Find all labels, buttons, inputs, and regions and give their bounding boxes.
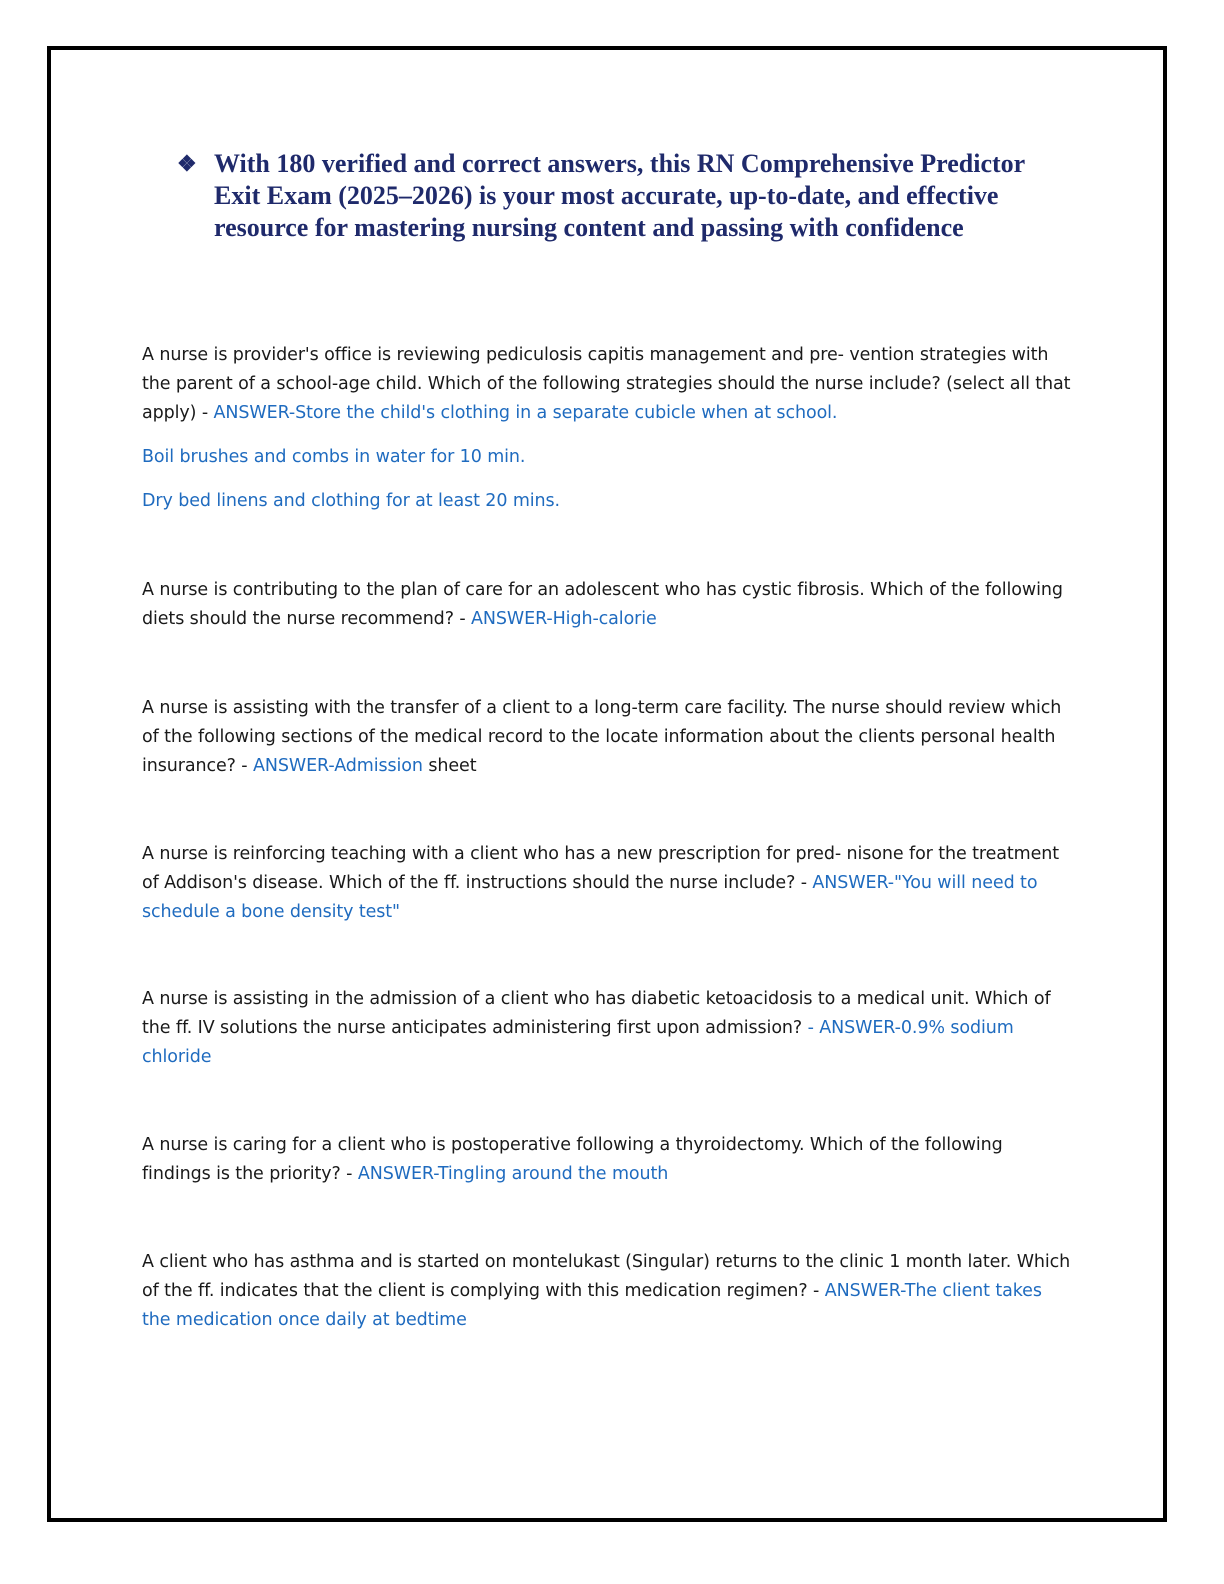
question-text: A nurse is assisting with the transfer of a client to a long-term care facility. The nurse should review which of the following sections of the medical record to the locate information about the clients personal health insurance? - <box>142 698 1062 776</box>
question-text: A nurse is provider's office is reviewing pediculosis capitis management and pre- vention strategies with the parent of a school-age child. Which of the following strategies should the nurse include? (select all that apply) - <box>142 345 1071 423</box>
extra-answer-2: Dry bed linens and clothing for at least 20 mins. <box>142 491 561 511</box>
answer-tail-text: sheet <box>422 756 477 776</box>
question-text: A client who has asthma and is started on montelukast (Singular) returns to the clinic 1 month later. Which of the ff. indicates that the client is complying with this medication regimen? - <box>142 1252 1071 1301</box>
title-text: With 180 verified and correct answers, this RN Comprehensive Predictor Exit Exam (2025–2026) is your most accurate, up-to-date, and effective resource for mastering nursing content and passing with confidence <box>214 149 1025 242</box>
answer-text: - ANSWER-0.9% sodium chloride <box>142 1018 1014 1067</box>
answer-text: ANSWER-High-calorie <box>471 609 657 629</box>
diamond-bullet-icon: ❖ <box>177 151 197 176</box>
page-title <box>177 148 1077 244</box>
question-text: A nurse is contributing to the plan of care for an adolescent who has cystic fibrosis. Which of the following diets should the nurse recommend? - <box>142 580 1063 629</box>
extra-answer-1: Boil brushes and combs in water for 10 min. <box>142 447 526 467</box>
qa-item-7 <box>142 1248 1072 1335</box>
answer-text: ANSWER-Store the child's clothing in a separate cubicle when at school. <box>213 403 838 423</box>
question-text: A nurse is reinforcing teaching with a client who has a new prescription for pred- nisone for the treatment of Addison's disease. Which of the ff. instructions should the nurse include? - <box>142 844 1060 893</box>
qa-item-2 <box>142 576 1072 634</box>
qa-item-4 <box>142 840 1072 927</box>
qa-item-5 <box>142 985 1072 1072</box>
answer-text: ANSWER-Admission <box>253 756 423 776</box>
qa-item-3 <box>142 694 1072 781</box>
answer-text: ANSWER-"You will need to schedule a bone density test" <box>142 873 1038 922</box>
qa-item-6 <box>142 1131 1072 1189</box>
qa-item-1 <box>142 341 1072 428</box>
answer-text: ANSWER-Tingling around the mouth <box>357 1164 669 1184</box>
answer-text: ANSWER-The client takes the medication once daily at bedtime <box>142 1281 1042 1330</box>
question-text: A nurse is assisting in the admission of a client who has diabetic ketoacidosis to a medical unit. Which of the ff. IV solutions the nurse anticipates administering first upon admission? <box>142 989 1051 1038</box>
question-text: A nurse is caring for a client who is postoperative following a thyroidectomy. Which of the following findings is the priority? - <box>142 1135 1003 1184</box>
